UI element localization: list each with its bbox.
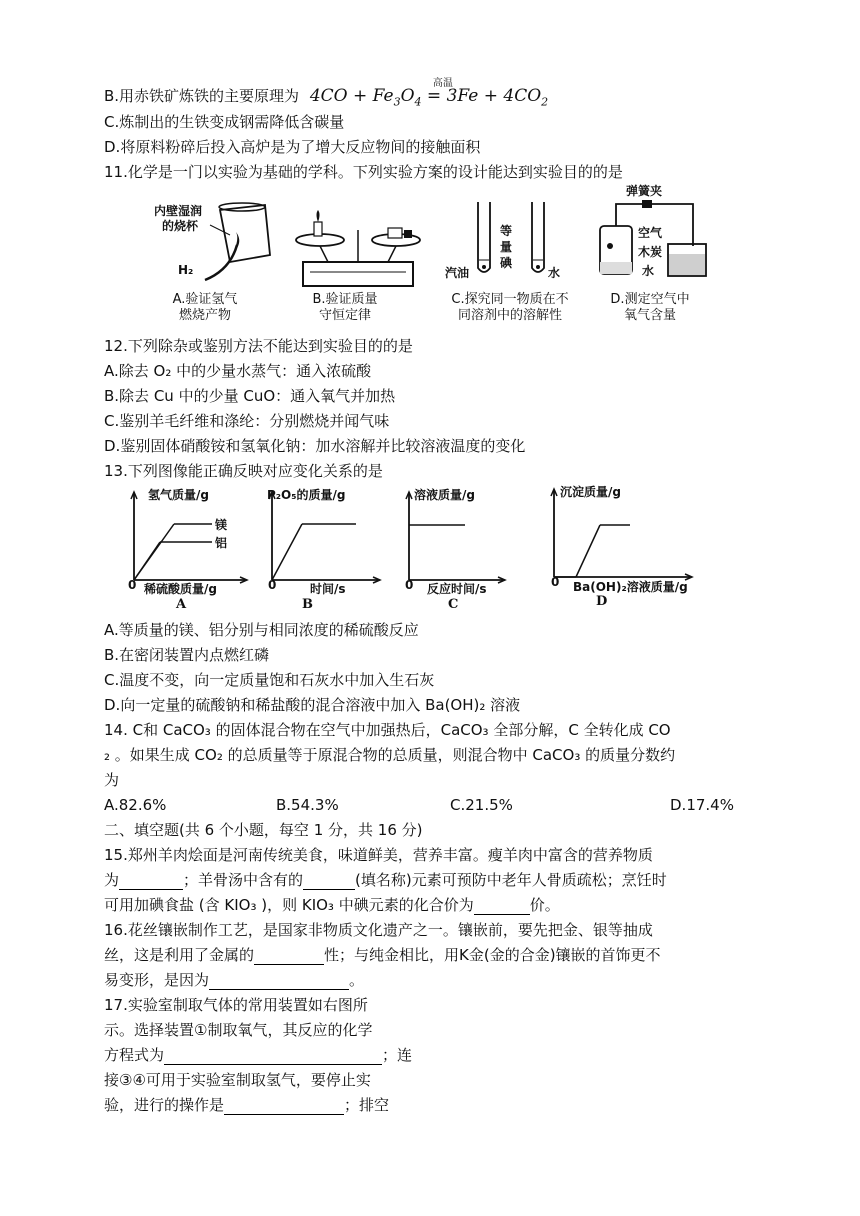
graph-c <box>395 490 525 590</box>
q11-c-label-liang: 量 <box>500 240 513 254</box>
q11-c-label-dian: 碘 <box>500 256 513 270</box>
q11-stem: 11.化学是一门以实验为基础的学科。下列实验方案的设计能达到实验目的的是 <box>104 163 623 181</box>
graph-d-origin: 0 <box>551 575 560 589</box>
graph-a-xlabel: 稀硫酸质量/g <box>144 582 217 596</box>
q14-line-2: ₂ 。如果生成 CO₂ 的总质量等于原混合物的总质量，则混合物中 CaCO₃ 的质量分数约 <box>104 746 676 764</box>
graph-a-series-al: 铝 <box>215 536 228 550</box>
q15-blank-3[interactable] <box>474 898 530 915</box>
q15-line-2: 为 ；羊骨汤中含有的 (填名称)元素可预防中老年人骨质疏松；烹饪时 <box>104 871 667 889</box>
graph-a-ylabel: 氢气质量/g <box>148 488 209 502</box>
q16-line-1: 16.花丝镶嵌制作工艺，是国家非物质文化遗产之一。镶嵌前，要先把金、银等抽成 <box>104 921 653 939</box>
ironmaking-equation: $4CO + Fe_3O_4$ = 高温 $3Fe + 4CO_2$ <box>310 86 548 106</box>
q16-line-2: 丝，这是利用了金属的 性；与纯金相比，用K金(金的合金)镶嵌的首饰更不 <box>104 946 661 964</box>
q17-line-1: 17.实验室制取气体的常用装置如右图所 <box>104 996 368 1014</box>
q10-option-c: C.炼制出的生铁变成钢需降低含碳量 <box>104 113 345 131</box>
graph-d-xlabel: Ba(OH)₂溶液质量/g <box>573 580 688 594</box>
q11-a-label-h2: H₂ <box>178 263 194 277</box>
graph-a-series-mg: 镁 <box>215 518 228 532</box>
graph-c-xlabel: 反应时间/s <box>427 582 487 596</box>
graph-a <box>120 490 250 590</box>
q11-a-label-1: 内壁湿润 <box>154 204 203 218</box>
q12-stem: 12.下列除杂或鉴别方法不能达到实验目的的是 <box>104 337 413 355</box>
q17-blank-2[interactable] <box>224 1098 344 1115</box>
q12-option-c: C.鉴别羊毛纤维和涤纶：分别燃烧并闻气味 <box>104 412 390 430</box>
q17-line-3: 方程式为 ；连 <box>104 1046 413 1064</box>
q12-option-d: D.鉴别固体硝酸铵和氢氧化钠：加水溶解并比较溶液温度的变化 <box>104 437 526 455</box>
q14-option-d: D.17.4% <box>670 796 734 814</box>
q11-c-caption: C.探究同一物质在不 同溶剂中的溶解性 <box>451 292 569 323</box>
q11-c-label-water: 水 <box>548 266 561 280</box>
graph-d-letter: D <box>596 594 608 609</box>
graph-b-letter: B <box>302 597 313 612</box>
q14-line-3: 为 <box>104 771 120 789</box>
graph-d <box>540 487 700 587</box>
q10-option-b <box>104 78 549 112</box>
q13-stem: 13.下列图像能正确反映对应变化关系的是 <box>104 462 383 480</box>
q11-b-balance <box>288 200 428 295</box>
q11-c-test-tubes <box>470 200 560 280</box>
q15-line-1: 15.郑州羊肉烩面是河南传统美食，味道鲜美，营养丰富。瘦羊肉中富含的营养物质 <box>104 846 653 864</box>
q17-blank-1[interactable] <box>164 1048 382 1065</box>
q14-option-b: B.54.3% <box>276 796 339 814</box>
q16-blank-1[interactable] <box>254 948 324 965</box>
q15-line-3: 可用加碘食盐 (含 KIO₃ )，则 KIO₃ 中碘元素的化合价为 价。 <box>104 896 560 914</box>
q17-line-5: 验，进行的操作是 ；排空 <box>104 1096 390 1114</box>
q14-option-a: A.82.6% <box>104 796 167 814</box>
q12-option-b: B.除去 Cu 中的少量 CuO：通入氧气并加热 <box>104 387 396 405</box>
graph-c-letter: C <box>448 597 459 612</box>
graph-a-letter: A <box>176 597 187 612</box>
q11-a-apparatus <box>175 200 285 290</box>
graph-b <box>258 490 388 590</box>
q16-blank-2[interactable] <box>209 973 349 990</box>
reaction-condition: 高温 <box>432 78 453 89</box>
q13-option-a: A.等质量的镁、铝分别与相同浓度的稀硫酸反应 <box>104 621 419 639</box>
q15-blank-1[interactable] <box>119 873 183 890</box>
q14-option-c: C.21.5% <box>450 796 513 814</box>
q11-c-label-gasoline: 汽油 <box>445 266 470 280</box>
q11-d-label-water: 水 <box>642 264 655 278</box>
q11-a-label-2: 的烧杯 <box>162 219 199 233</box>
q11-d-label-clamp: 弹簧夹 <box>626 184 663 198</box>
q12-option-a: A.除去 O₂ 中的少量水蒸气：通入浓硫酸 <box>104 362 372 380</box>
section-2-heading: 二、填空题(共 6 个小题，每空 1 分，共 16 分) <box>104 821 423 839</box>
graph-d-ylabel: 沉淀质量/g <box>560 485 621 499</box>
q11-a-caption: A.验证氢气 燃烧产物 <box>172 292 238 323</box>
graph-c-origin: 0 <box>405 578 414 592</box>
q16-line-3: 易变形，是因为 。 <box>104 971 365 989</box>
q17-line-2: 示。选择装置①制取氧气，其反应的化学 <box>104 1021 373 1039</box>
q13-option-c: C.温度不变，向一定质量饱和石灰水中加入生石灰 <box>104 671 435 689</box>
q10-option-b-text: B.用赤铁矿炼铁的主要原理为 <box>104 87 300 105</box>
graph-a-origin: 0 <box>128 578 137 592</box>
graph-b-ylabel: P₂O₅的质量/g <box>267 488 346 502</box>
q11-d-label-air: 空气 <box>638 226 663 240</box>
q11-d-caption: D.测定空气中 氧气含量 <box>610 292 690 323</box>
q11-c-label-deng: 等 <box>500 224 513 238</box>
graph-b-origin: 0 <box>268 578 277 592</box>
graph-b-xlabel: 时间/s <box>310 582 346 596</box>
q17-line-4: 接③④可用于实验室制取氢气，要停止实 <box>104 1071 371 1089</box>
q15-blank-2[interactable] <box>303 873 355 890</box>
q14-line-1: 14. C和 CaCO₃ 的固体混合物在空气中加强热后，CaCO₃ 全部分解，C 全转化成 CO <box>104 721 671 739</box>
q11-d-label-charcoal: 木炭 <box>638 245 663 259</box>
q11-b-caption: B.验证质量 守恒定律 <box>312 292 378 323</box>
graph-c-ylabel: 溶液质量/g <box>414 488 475 502</box>
q13-option-d: D.向一定量的硫酸钠和稀盐酸的混合溶液中加入 Ba(OH)₂ 溶液 <box>104 696 521 714</box>
q13-option-b: B.在密闭装置内点燃红磷 <box>104 646 270 664</box>
q10-option-d: D.将原料粉碎后投入高炉是为了增大反应物间的接触面积 <box>104 138 481 156</box>
